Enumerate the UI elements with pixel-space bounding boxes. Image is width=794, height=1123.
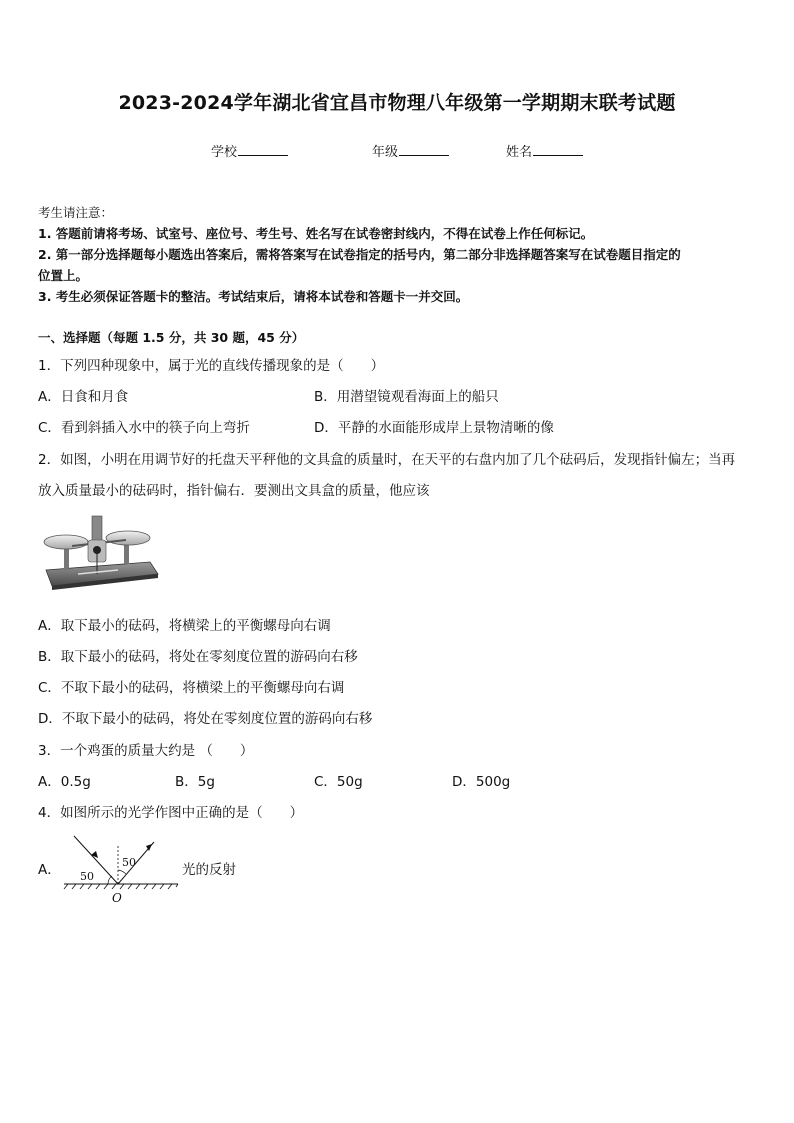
question-4-option-a-label: A． bbox=[38, 862, 61, 878]
notice-item-1: 1. 答题前请将考场、试室号、座位号、考生号、姓名写在试卷密封线内，不得在试卷上作任何标记。 bbox=[38, 226, 594, 241]
school-field bbox=[211, 141, 288, 160]
grade-label: 年级 bbox=[372, 145, 399, 160]
question-3-option-b: B．5g bbox=[175, 774, 215, 790]
incident-angle-label: 50 bbox=[80, 870, 94, 883]
balance-scale-image bbox=[38, 512, 162, 592]
page-title: 2023-2024学年湖北省宜昌市物理八年级第一学期期末联考试题 bbox=[118, 92, 676, 114]
question-4-option-a-caption: 光的反射 bbox=[182, 862, 236, 878]
reflection-diagram bbox=[60, 828, 182, 908]
question-1-option-a: A．日食和月食 bbox=[38, 389, 129, 405]
question-1-option-c: C．看到斜插入水中的筷子向上弯折 bbox=[38, 420, 250, 436]
section-heading: 一、选择题（每题 1.5 分，共 30 题，45 分） bbox=[38, 330, 305, 345]
question-3-option-a: A．0.5g bbox=[38, 774, 91, 790]
question-2-option-c: C．不取下最小的砝码，将横梁上的平衡螺母向右调 bbox=[38, 680, 345, 696]
school-label: 学校 bbox=[211, 145, 238, 160]
incidence-point-label: O bbox=[112, 891, 122, 905]
grade-blank bbox=[399, 143, 449, 156]
question-2-stem-line-2: 放入质量最小的砝码时，指针偏右．要测出文具盒的质量，他应该 bbox=[38, 483, 430, 499]
notice-item-2: 2. 第一部分选择题每小题选出答案后，需将答案写在试卷指定的括号内，第二部分非选择题答案写在试卷题目指定的 bbox=[38, 247, 681, 262]
question-3-option-c: C．50g bbox=[314, 774, 363, 790]
question-1-option-b: B．用潜望镜观看海面上的船只 bbox=[314, 389, 499, 405]
question-2-option-a: A．取下最小的砝码，将横梁上的平衡螺母向右调 bbox=[38, 618, 331, 634]
notice-item-3: 3. 考生必须保证答题卡的整洁。考试结束后，请将本试卷和答题卡一并交回。 bbox=[38, 289, 469, 304]
name-blank bbox=[533, 143, 583, 156]
question-4-stem: 4．如图所示的光学作图中正确的是（ ） bbox=[38, 805, 304, 821]
question-2-option-d: D．不取下最小的砝码，将处在零刻度位置的游码向右移 bbox=[38, 711, 373, 727]
question-3-option-d: D．500g bbox=[452, 774, 511, 790]
name-field bbox=[506, 141, 583, 160]
name-label: 姓名 bbox=[506, 145, 533, 160]
question-2-option-b: B．取下最小的砝码，将处在零刻度位置的游码向右移 bbox=[38, 649, 358, 665]
reflection-angle-label: 50 bbox=[122, 856, 136, 869]
question-3-stem: 3．一个鸡蛋的质量大约是 （ ） bbox=[38, 743, 254, 759]
grade-field bbox=[372, 141, 449, 160]
notice-heading: 考生请注意： bbox=[38, 205, 114, 220]
question-1-stem: 1．下列四种现象中，属于光的直线传播现象的是（ ） bbox=[38, 358, 385, 374]
notice-item-2-cont: 位置上。 bbox=[38, 268, 89, 283]
question-1-option-d: D．平静的水面能形成岸上景物清晰的像 bbox=[314, 420, 554, 436]
school-blank bbox=[238, 143, 288, 156]
question-2-stem-line-1: 2．如图，小明在用调节好的托盘天平秤他的文具盒的质量时，在天平的右盘内加了几个砝码后，发现指针偏左；当再 bbox=[38, 452, 736, 468]
